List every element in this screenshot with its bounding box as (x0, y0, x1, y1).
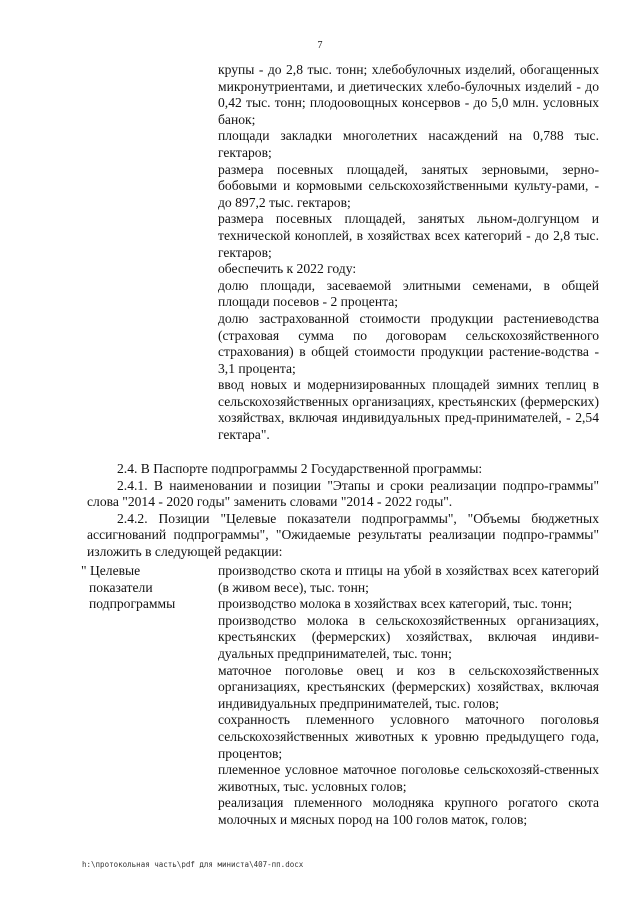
list-item: племенное условное маточное поголовье сельскохозяй-ственных животных, тыс. условных голов; (218, 762, 599, 794)
paragraph: 2.4.2. Позиции "Целевые показатели подпрограммы", "Объемы бюджетных ассигнований подпрограммы", "Ожидаемые результаты реализации подпро-граммы" изложить в следующей редакции: (87, 510, 599, 559)
list-item: реализация племенного молодняка крупного рогатого скота молочных и мясных пород на 100 голов маток, голов; (218, 795, 599, 827)
list-item: долю площади, засеваемой элитными семенами, в общей площади посевов - 2 процента; (218, 277, 599, 310)
list-item: маточное поголовье овец и коз в сельскохозяйственных организациях, крестьянских (фермерских) хозяйствах, включая индивидуальных предпринимателей, тыс. голов; (218, 662, 599, 711)
document-file-path: h:\протокольная часть\pdf для министа\407-пп.docx (82, 860, 304, 869)
page-number: 7 (317, 40, 323, 51)
list-item: производство молока в сельскохозяйственных организациях, крестьянских (фермерских) хозяйствах, включая индиви-дуальных предпринимателей, тыс. тонн; (218, 612, 599, 661)
list-item: размера посевных площадей, занятых зерновыми, зерно-бобовыми и кормовыми сельскохозяйственными культу-рами, - до 897,2 тыс. гектаров; (218, 161, 599, 210)
label-line: показатели (89, 579, 153, 595)
label-line: " Целевые (81, 563, 141, 578)
paragraph: 2.4. В Паспорте подпрограммы 2 Государственной программы: (117, 461, 483, 476)
label-line: подпрограммы (89, 596, 176, 612)
list-item: крупы - до 2,8 тыс. тонн; хлебобулочных изделий, обогащенных микронутриентами, и диетических хлебо-булочных изделий - до 0,42 тыс. тонн; плодоовощных консервов - до 5,0 млн. условных банок; (218, 62, 599, 127)
paragraph: 2.4.1. В наименовании и позиции "Этапы и сроки реализации подпро-граммы" слова "2014 - 2020 годы" заменить словами "2014 - 2022 годы". (87, 477, 599, 510)
target-indicators-list (218, 563, 599, 829)
amendment-text (87, 461, 599, 561)
list-item: сохранность племенного условного маточного поголовья сельскохозяйственных животных к уровню предыдущего года, процентов; (218, 712, 599, 761)
list-item: обеспечить к 2022 году: (218, 261, 357, 277)
passport-targets-list (218, 62, 599, 444)
list-item: производство молока в хозяйствах всех категорий, тыс. тонн; (218, 596, 573, 612)
list-item: площади закладки многолетних насаждений на 0,788 тыс. гектаров; (218, 128, 599, 160)
passport-position-label (81, 563, 211, 613)
list-item: долю застрахованной стоимости продукции растениеводства (страховая сумма по договорам сельскохозяйственного страхования) в общей стоимости продукции растение-водства - 3,1 процента; (218, 310, 599, 376)
list-item: ввод новых и модернизированных площадей зимних теплиц в сельскохозяйственных организациях, крестьянских (фермерских) хозяйствах, включая индивидуальных пред-принимателей, - 2,54 гектара". (218, 377, 599, 443)
list-item: производство скота и птицы на убой в хозяйствах всех категорий (в живом весе), тыс. тонн; (218, 563, 599, 595)
list-item: размера посевных площадей, занятых льном-долгунцом и технической коноплей, в хозяйствах всех категорий - до 2,8 тыс. гектаров; (218, 211, 599, 260)
